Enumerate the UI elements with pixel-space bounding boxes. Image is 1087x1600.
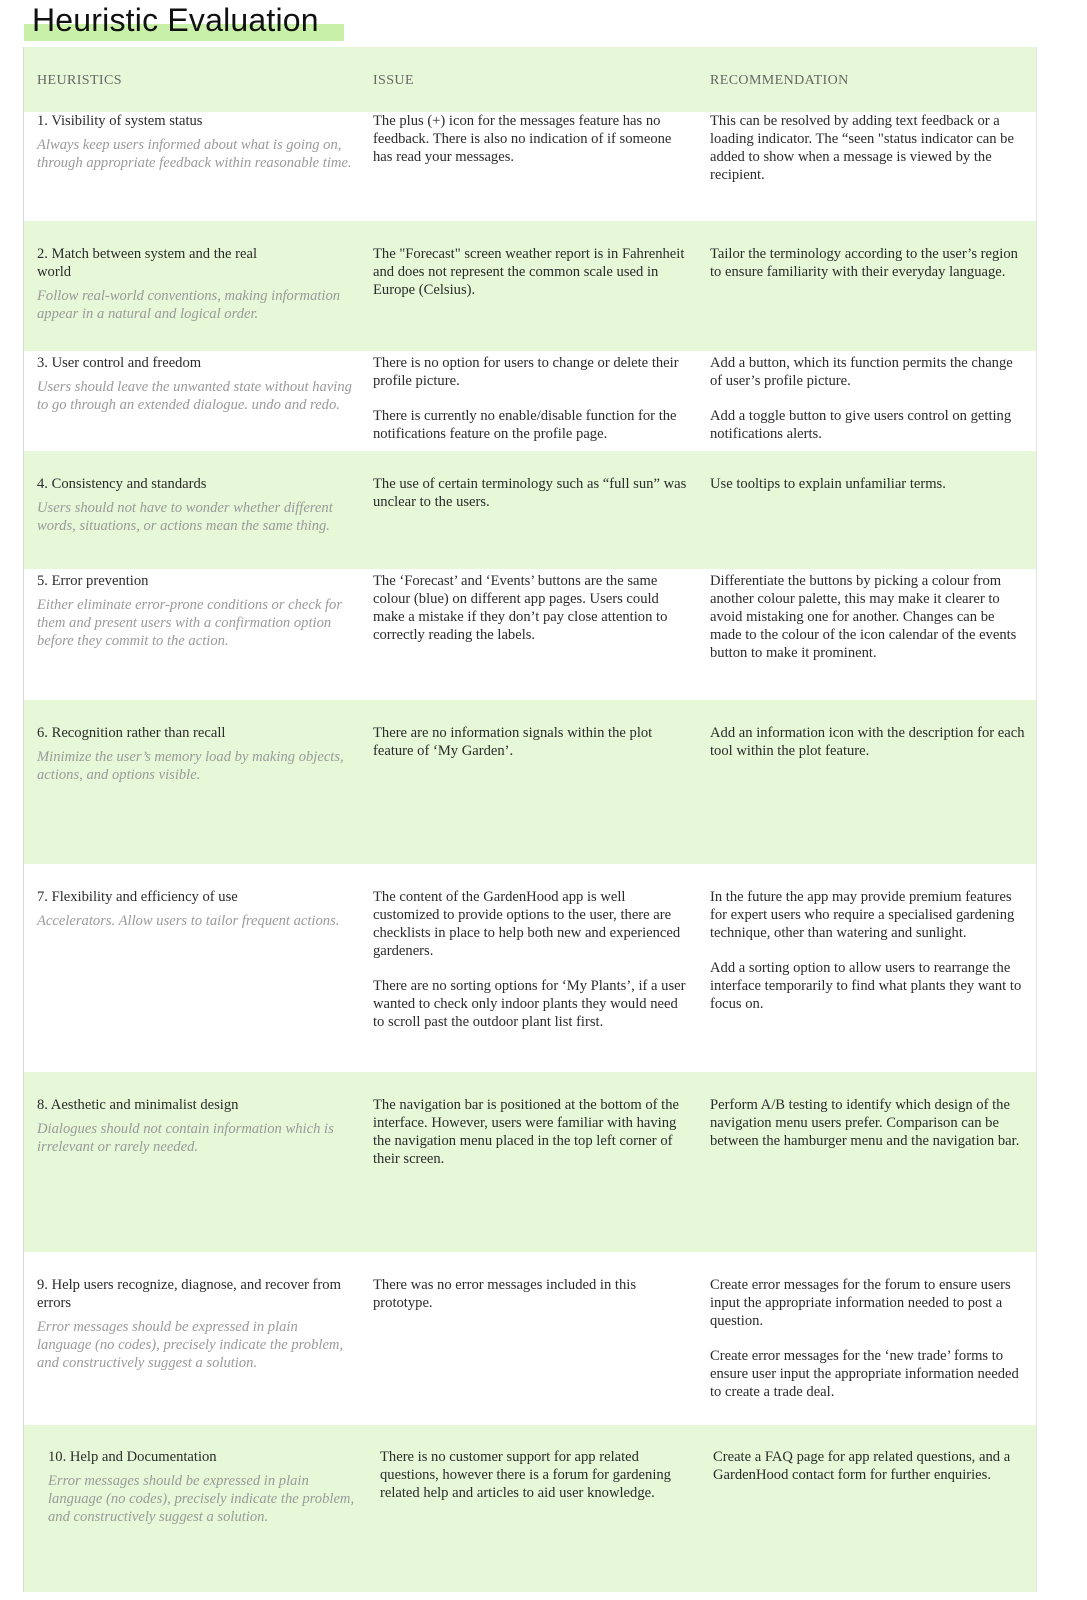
heuristic-description: Error messages should be expressed in plain language (no codes), precisely indicate the problem, and constructively suggest a solution. xyxy=(48,1473,355,1525)
header-recommendation: RECOMMENDATION xyxy=(710,73,849,88)
issue-cell xyxy=(373,1276,691,1312)
issue-text: The "Forecast" screen weather report is in Fahrenheit and does not represent the common scale used in Europe (Celsius). xyxy=(373,246,685,298)
recommendation-cell xyxy=(710,475,1026,493)
heuristic-description: Dialogues should not contain information which is irrelevant or rarely needed. xyxy=(37,1121,334,1155)
heuristic-cell xyxy=(37,245,355,323)
recommendation-cell xyxy=(710,1276,1026,1401)
issue-text: The content of the GardenHood app is well customized to provide options to the user, there are checklists in place to help both new and experienced gardeners. xyxy=(373,889,681,959)
heuristic-cell xyxy=(37,888,355,930)
heuristic-cell xyxy=(37,572,355,650)
heuristic-title: 7. Flexibility and efficiency of use xyxy=(37,889,238,905)
heuristic-description: Accelerators. Allow users to tailor frequent actions. xyxy=(37,913,340,929)
recommendation-cell xyxy=(713,1448,1029,1484)
issue-text: The use of certain terminology such as “full sun” was unclear to the users. xyxy=(373,476,687,510)
table-row xyxy=(24,221,1036,351)
heuristic-description: Users should not have to wonder whether different words, situations, or actions mean the same thing. xyxy=(37,500,333,534)
recommendation-text: Tailor the terminology according to the user’s region to ensure familiarity with their everyday language. xyxy=(710,246,1018,280)
issue-text: There is no option for users to change or delete their profile picture. xyxy=(373,355,679,389)
recommendation-text: Add a toggle button to give users control on getting notifications alerts. xyxy=(710,408,1012,442)
heuristic-cell xyxy=(48,1448,366,1526)
heuristic-description: Always keep users informed about what is going on, through appropriate feedback within reasonable time. xyxy=(37,137,352,171)
heuristic-description: Minimize the user’s memory load by making objects, actions, and options visible. xyxy=(37,749,344,783)
recommendation-text: Create a FAQ page for app related questions, and a GardenHood contact form for further enquiries. xyxy=(713,1449,1011,1483)
heuristic-title: 4. Consistency and standards xyxy=(37,476,207,492)
heuristic-description: Either eliminate error-prone conditions or check for them and present users with a confirmation option before they commit to the action. xyxy=(37,597,343,649)
table-row xyxy=(24,112,1036,221)
heuristic-title: 9. Help users recognize, diagnose, and recover from errors xyxy=(37,1277,341,1311)
issue-cell xyxy=(373,572,691,644)
heuristic-title: 3. User control and freedom xyxy=(37,355,202,371)
recommendation-cell xyxy=(710,112,1026,184)
issue-cell xyxy=(373,475,691,511)
issue-cell xyxy=(373,112,691,166)
recommendation-text: In the future the app may provide premium features for expert users who require a specialised gardening technique, other than watering and sunlight. xyxy=(710,889,1015,941)
recommendation-text: Create error messages for the forum to ensure users input the appropriate information needed to post a question. xyxy=(710,1277,1011,1329)
issue-text: The navigation bar is positioned at the bottom of the interface. However, users were familiar with having the navigation menu placed in the top left corner of their screen. xyxy=(373,1097,679,1167)
heuristic-title: 5. Error prevention xyxy=(37,573,149,589)
table-row xyxy=(24,1072,1036,1252)
recommendation-text: Add an information icon with the description for each tool within the plot feature. xyxy=(710,725,1025,759)
heuristic-cell xyxy=(37,1096,355,1156)
table-row xyxy=(24,569,1036,700)
heuristic-title: 10. Help and Documentation xyxy=(48,1449,217,1465)
table-header xyxy=(24,47,1036,112)
recommendation-cell xyxy=(710,245,1026,281)
heuristic-cell xyxy=(37,475,355,535)
table-row xyxy=(24,864,1036,1072)
issue-cell xyxy=(373,354,691,443)
heuristic-description: Error messages should be expressed in plain language (no codes), precisely indicate the problem, and constructively suggest a solution. xyxy=(37,1319,344,1371)
recommendation-text: Add a sorting option to allow users to rearrange the interface temporarily to find what plants they want to focus on. xyxy=(710,960,1022,1012)
header-heuristics: HEURISTICS xyxy=(37,73,122,88)
header-issue: ISSUE xyxy=(373,73,414,88)
table-row xyxy=(24,700,1036,864)
issue-text: There are no sorting options for ‘My Plants’, if a user wanted to check only indoor plants they would need to scroll past the outdoor plant list first. xyxy=(373,978,686,1030)
heuristic-table xyxy=(23,47,1037,1592)
issue-cell xyxy=(373,1096,691,1168)
heuristic-title: 2. Match between system and the real world xyxy=(37,246,258,280)
heuristic-title: 6. Recognition rather than recall xyxy=(37,725,226,741)
recommendation-text: Add a button, which its function permits the change of user’s profile picture. xyxy=(710,355,1013,389)
issue-text: The plus (+) icon for the messages feature has no feedback. There is also no indication of if someone has read your messages. xyxy=(373,113,672,165)
heuristic-cell xyxy=(37,354,355,414)
heuristic-cell xyxy=(37,112,355,172)
recommendation-text: Perform A/B testing to identify which design of the navigation menu users prefer. Comparison can be between the hamburger menu and the navigation bar. xyxy=(710,1097,1020,1149)
recommendation-cell xyxy=(710,724,1026,760)
table-row xyxy=(24,1425,1036,1592)
recommendation-text: Create error messages for the ‘new trade’ forms to ensure user input the appropriate information needed to create a trade deal. xyxy=(710,1348,1019,1400)
heuristic-cell xyxy=(37,1276,355,1372)
issue-text: There was no error messages included in this prototype. xyxy=(373,1277,637,1311)
issue-cell xyxy=(380,1448,680,1502)
issue-text: There is currently no enable/disable function for the notifications feature on the profile page. xyxy=(373,408,677,442)
heuristic-description: Users should leave the unwanted state without having to go through an extended dialogue. undo and redo. xyxy=(37,379,352,413)
recommendation-cell xyxy=(710,888,1026,1013)
recommendation-text: Use tooltips to explain unfamiliar terms. xyxy=(710,476,946,492)
heuristic-description: Follow real-world conventions, making information appear in a natural and logical order. xyxy=(37,288,341,322)
recommendation-cell xyxy=(710,1096,1026,1150)
recommendation-text: This can be resolved by adding text feedback or a loading indicator. The “seen "status indicator can be added to show when a message is viewed by the recipient. xyxy=(710,113,1014,183)
recommendation-cell xyxy=(710,354,1026,443)
table-row xyxy=(24,351,1036,451)
table-row xyxy=(24,1252,1036,1425)
issue-text: There are no information signals within the plot feature of ‘My Garden’. xyxy=(373,725,653,759)
heuristic-title: 1. Visibility of system status xyxy=(37,113,203,129)
recommendation-text: Differentiate the buttons by picking a colour from another colour palette, this may make it clearer to avoid mistaking one for another. Changes can be made to the colour of the icon calendar of the events button to make it prominent. xyxy=(710,573,1017,661)
table-row xyxy=(24,451,1036,569)
heuristic-cell xyxy=(37,724,355,784)
page-title: Heuristic Evaluation xyxy=(32,2,319,38)
issue-text: The ‘Forecast’ and ‘Events’ buttons are the same colour (blue) on different app pages. Users could make a mistake if they don’t pay close attention to correctly reading the labels. xyxy=(373,573,668,643)
recommendation-cell xyxy=(710,572,1026,662)
issue-cell xyxy=(373,245,691,299)
issue-text: There is no customer support for app related questions, however there is a forum for gardening related help and articles to aid user knowledge. xyxy=(380,1449,671,1501)
issue-cell xyxy=(373,888,691,1031)
heuristic-title: 8. Aesthetic and minimalist design xyxy=(37,1097,239,1113)
issue-cell xyxy=(373,724,691,760)
